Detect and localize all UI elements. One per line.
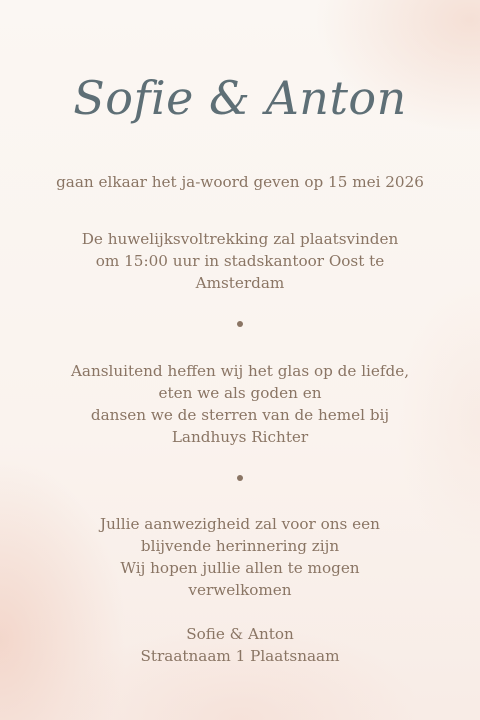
party-line-2: eten we als goden en [158, 384, 322, 402]
party-line-3: dansen we de sterren van de hemel bij [90, 406, 390, 424]
closing-line-2: blijvende herinnering zijn [140, 537, 340, 555]
ceremony-line-3: Amsterdam [195, 274, 285, 292]
separator-dot [237, 321, 243, 327]
closing-line-1: Jullie aanwezigheid zal voor ons een [100, 515, 380, 533]
party-line-1: Aansluitend heffen wij het glas op de liefde, [70, 362, 410, 380]
couple-names-title: Sofie & Anton [73, 71, 407, 125]
ceremony-line-1: De huwelijksvoltrekking zal plaatsvinden [81, 230, 399, 248]
closing-line-3: Wij hopen jullie allen te mogen [120, 559, 360, 577]
party-line-4: Landhuys Richter [171, 428, 309, 446]
closing-line-4: verwelkomen [188, 581, 292, 599]
separator-dot [237, 475, 243, 481]
signature-address: Straatnaam 1 Plaatsnaam [140, 647, 340, 665]
intro-text: gaan elkaar het ja-woord geven op 15 mei 2026 [56, 173, 424, 191]
signature-names: Sofie & Anton [186, 625, 294, 643]
ceremony-line-2: om 15:00 uur in stadskantoor Oost te [95, 252, 385, 270]
